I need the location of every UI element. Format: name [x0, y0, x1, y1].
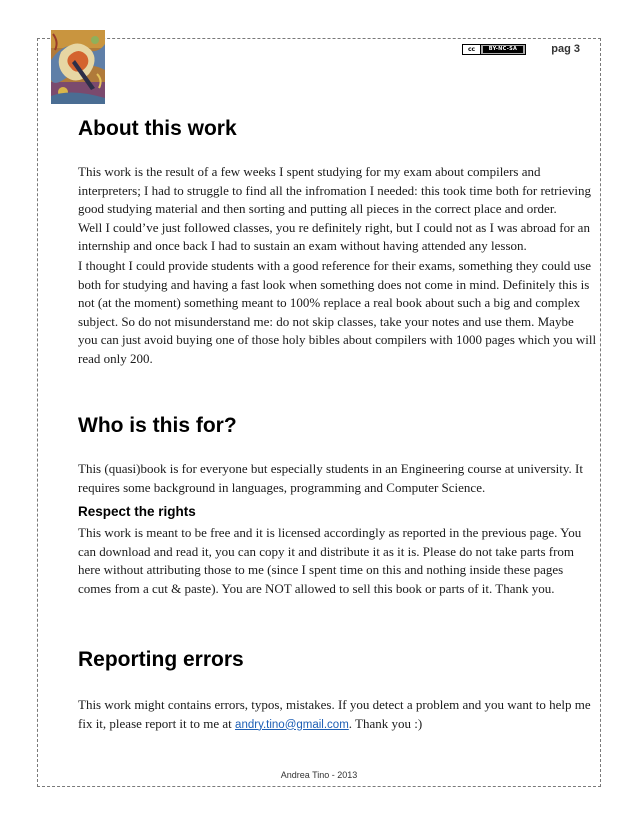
page-number: pag 3	[551, 43, 580, 55]
about-paragraph-2	[78, 257, 597, 369]
errors-paragraph	[78, 696, 591, 734]
text-line: Well I could’ve just followed classes, you re definitely right, but I could not as I was abroad for an	[78, 219, 590, 235]
text-fragment: . Thank you :)	[348, 715, 423, 731]
page-footer: Andrea Tino - 2013	[280, 770, 358, 780]
who-paragraph-1	[78, 460, 583, 497]
license-badge	[462, 44, 526, 55]
text-line: This (quasi)book is for everyone but especially students in an Engineering course at university. It	[78, 461, 583, 476]
subsection-title-rights: Respect the rights	[78, 504, 196, 519]
rights-paragraph	[78, 524, 582, 598]
section-title-who: Who is this for?	[78, 414, 237, 437]
text-fragment: fix it, please report it to me at	[78, 715, 236, 731]
cover-art-image	[51, 30, 105, 104]
text-line: This work is meant to be free and it is licensed accordingly as reported in the previous page. You	[78, 525, 582, 540]
about-paragraph-1	[78, 163, 592, 256]
text-line: good studying material and then sorting and putting all pieces in the correct place and order.	[78, 201, 557, 217]
text-line: internship and once back I had to sustain an exam without having attended any lesson.	[78, 238, 527, 254]
text-line: This work might contains errors, typos, mistakes. If you detect a problem and you want to help me	[78, 697, 591, 712]
text-line: read only 200.	[78, 350, 153, 366]
text-line: you can just avoid buying one of those holy bibles about compilers with 1000 pages which you will	[78, 332, 597, 348]
text-line: subject. So do not misunderstand me: do not skip classes, take your notes and use them. Maybe	[78, 313, 574, 329]
text-line: This work is the result of a few weeks I spent studying for my exam about compilers and	[78, 164, 541, 179]
license-terms: BY-NC-SA	[483, 46, 523, 53]
text-line: here without attributing those to me (since I spent time on this and nothing inside these pages	[78, 562, 564, 578]
text-line: I thought I could provide students with a good reference for their exams, something they could use	[78, 258, 592, 273]
email-link[interactable]: andry.tino@gmail.com	[235, 718, 349, 731]
text-line: can download and read it, you can copy it and distribute it as it is. Please do not take parts from	[78, 543, 575, 559]
text-line: interpreters; I had to struggle to find all the infromation I needed: this took time both for retrieving	[78, 182, 592, 198]
section-title-errors: Reporting errors	[78, 648, 244, 671]
section-title-about: About this work	[78, 117, 237, 140]
text-line: not (at the moment) something meant to 100% replace a real book about such a big and complex	[78, 295, 581, 311]
text-line: both for studying and having a fast look when something does not come in mind. Definitely this is	[78, 276, 590, 292]
text-line	[78, 715, 573, 735]
page-border	[37, 38, 601, 787]
text-line: comes from a cut & paste). You are NOT allowed to sell this book or parts of it. Thank you.	[78, 580, 555, 596]
text-line: requires some background in languages, programming and Computer Science.	[78, 479, 486, 495]
cc-logo-icon: cc	[463, 45, 481, 54]
